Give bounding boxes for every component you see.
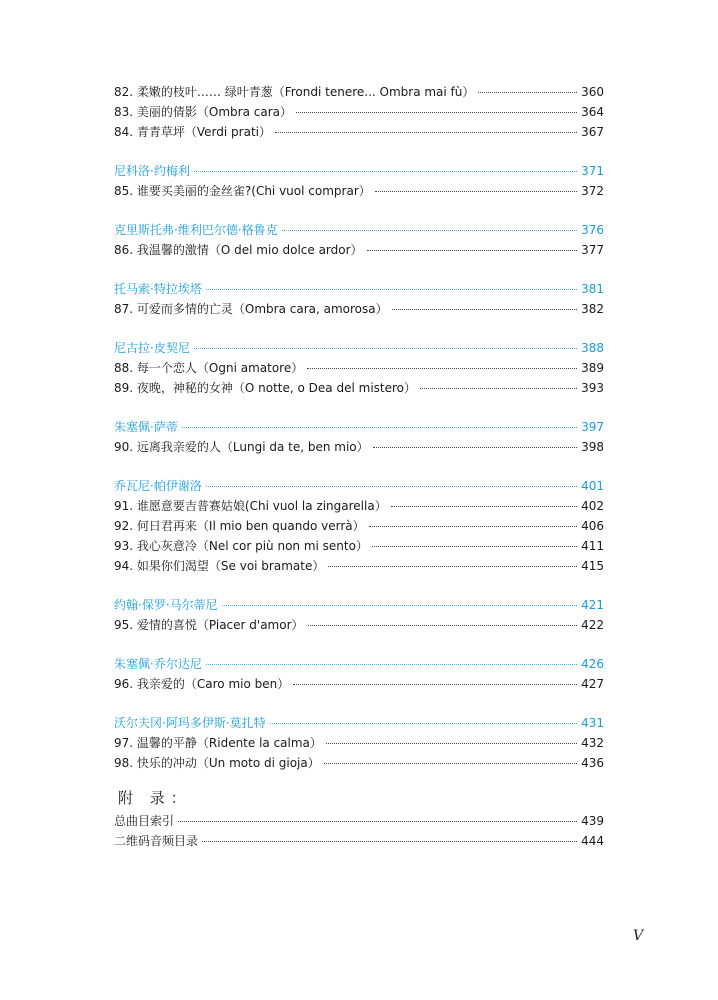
dot-leader [324,763,577,764]
page-number: 415 [581,559,604,573]
toc-entry[interactable] [114,496,604,516]
page-number: 382 [581,302,604,316]
page-number: 426 [581,657,604,671]
page-number: 422 [581,618,604,632]
composer-row[interactable] [114,279,604,299]
page-number: 406 [581,519,604,533]
page-number: 402 [581,499,604,513]
entry-title: 92. 何日君再来（Il mio ben quando verrà） [114,519,365,533]
appendix-heading: 附 录： [118,789,192,807]
composer-name: 朱塞佩·萨蒂 [114,420,178,434]
entry-title: 87. 可爱而多情的亡灵（Ombra cara, amorosa） [114,302,388,316]
page-number: 432 [581,736,604,750]
composer-row[interactable] [114,161,604,181]
dot-leader [308,625,578,626]
page-number: 397 [581,420,604,434]
dot-leader [372,546,577,547]
page-number: 444 [581,834,604,848]
page-number: 421 [581,598,604,612]
dot-leader [293,684,577,685]
page-number: 381 [581,282,604,296]
composer-name: 尼古拉·皮契尼 [114,341,190,355]
entry-title: 93. 我心灰意冷（Nel cor più non mi sento） [114,539,368,553]
group-spacer [114,576,604,595]
composer-row[interactable] [114,476,604,496]
composer-row[interactable] [114,595,604,615]
page-number: 411 [581,539,604,553]
entry-title: 83. 美丽的倩影（Ombra cara） [114,105,292,119]
dot-leader [206,664,577,665]
page-number: 388 [581,341,604,355]
entry-title: 82. 柔嫩的枝叶…… 绿叶青葱（Frondi tenere... Ombra mai fù） [114,85,475,99]
group-spacer [114,635,604,654]
entry-title: 89. 夜晚，神秘的女神（O notte, o Dea del mistero） [114,381,416,395]
toc-entry[interactable] [114,299,604,319]
toc-entry[interactable] [114,753,604,773]
entry-title: 91. 谁愿意要吉普赛姑娘(Chi vuol la zingarella） [114,499,387,513]
dot-leader [420,388,577,389]
group-spacer [114,260,604,279]
composer-name: 托马索·特拉埃塔 [114,282,202,296]
composer-row[interactable] [114,220,604,240]
dot-leader [206,289,577,290]
page-number: 371 [581,164,604,178]
composer-row[interactable] [114,417,604,437]
page-number: 439 [581,814,604,828]
appendix-entry[interactable] [114,811,604,831]
page-number: 367 [581,125,604,139]
appendix-entry[interactable] [114,831,604,851]
group-spacer [114,142,604,161]
composer-row[interactable] [114,338,604,358]
entry-title: 98. 快乐的冲动（Un moto di gioja） [114,756,320,770]
composer-name: 尼科洛·约梅利 [114,164,190,178]
entry-title: 94. 如果你们渴望（Se voi bramate） [114,559,325,573]
dot-leader [270,723,577,724]
dot-leader [182,427,577,428]
dot-leader [326,743,577,744]
toc-entry[interactable] [114,516,604,536]
page-number: 376 [581,223,604,237]
toc-entry[interactable] [114,358,604,378]
entry-title: 总曲目索引 [114,814,175,828]
dot-leader [202,841,577,842]
toc-entry[interactable] [114,240,604,260]
page-number: 360 [581,85,604,99]
dot-leader [222,605,577,606]
page-folio: V [633,928,644,944]
entry-title: 88. 每一个恋人（Ogni amatore） [114,361,304,375]
dot-leader [478,92,577,93]
toc-entry[interactable] [114,378,604,398]
entry-title: 97. 温馨的平静（Ridente la calma） [114,736,322,750]
dot-leader [391,506,577,507]
toc-entry[interactable] [114,437,604,457]
composer-row[interactable] [114,654,604,674]
composer-name: 约翰·保罗·马尔蒂尼 [114,598,218,612]
composer-name: 朱塞佩·乔尔达尼 [114,657,202,671]
dot-leader [194,171,577,172]
entry-title: 86. 我温馨的激情（O del mio dolce ardor） [114,243,363,257]
page-number: 364 [581,105,604,119]
page-number: 398 [581,440,604,454]
dot-leader [375,191,577,192]
group-spacer [114,201,604,220]
page-number: 401 [581,479,604,493]
dot-leader [307,368,577,369]
group-spacer [114,694,604,713]
entry-title: 96. 我亲爱的（Caro mio ben） [114,677,290,691]
toc-entry[interactable] [114,181,604,201]
composer-row[interactable] [114,713,604,733]
toc-entry[interactable] [114,536,604,556]
page-number: 372 [581,184,604,198]
group-spacer [114,398,604,417]
group-spacer [114,319,604,338]
composer-name: 克里斯托弗·维利巴尔德·格鲁克 [114,223,278,237]
toc-entry[interactable] [114,122,604,142]
entry-title: 90. 远离我亲爱的人（Lungi da te, ben mio） [114,440,369,454]
composer-name: 乔瓦尼·帕伊谢洛 [114,479,202,493]
composer-name: 沃尔夫冈·阿玛多伊斯·莫扎特 [114,716,266,730]
toc-entry[interactable] [114,674,604,694]
entry-title: 95. 爱情的喜悦（Piacer d'amor） [114,618,304,632]
toc-entry[interactable] [114,556,604,576]
page-number: 436 [581,756,604,770]
page-number: 377 [581,243,604,257]
page-number: 393 [581,381,604,395]
page-number: 427 [581,677,604,691]
dot-leader [282,230,577,231]
toc-entry[interactable] [114,82,604,102]
dot-leader [392,309,577,310]
entry-title: 84. 青青草坪（Verdi prati） [114,125,271,139]
group-spacer [114,457,604,476]
dot-leader [178,821,577,822]
entry-title: 二维码音频目录 [114,834,199,848]
dot-leader [367,250,578,251]
dot-leader [275,132,577,133]
page-number: 389 [581,361,604,375]
dot-leader [206,486,577,487]
toc-entry[interactable] [114,615,604,635]
dot-leader [369,526,577,527]
dot-leader [373,447,577,448]
toc-entry[interactable] [114,102,604,122]
dot-leader [194,348,577,349]
dot-leader [328,566,577,567]
table-of-contents [114,82,604,851]
dot-leader [296,112,577,113]
entry-title: 85. 谁要买美丽的金丝雀?(Chi vuol comprar） [114,184,371,198]
page-number: 431 [581,716,604,730]
toc-entry[interactable] [114,733,604,753]
